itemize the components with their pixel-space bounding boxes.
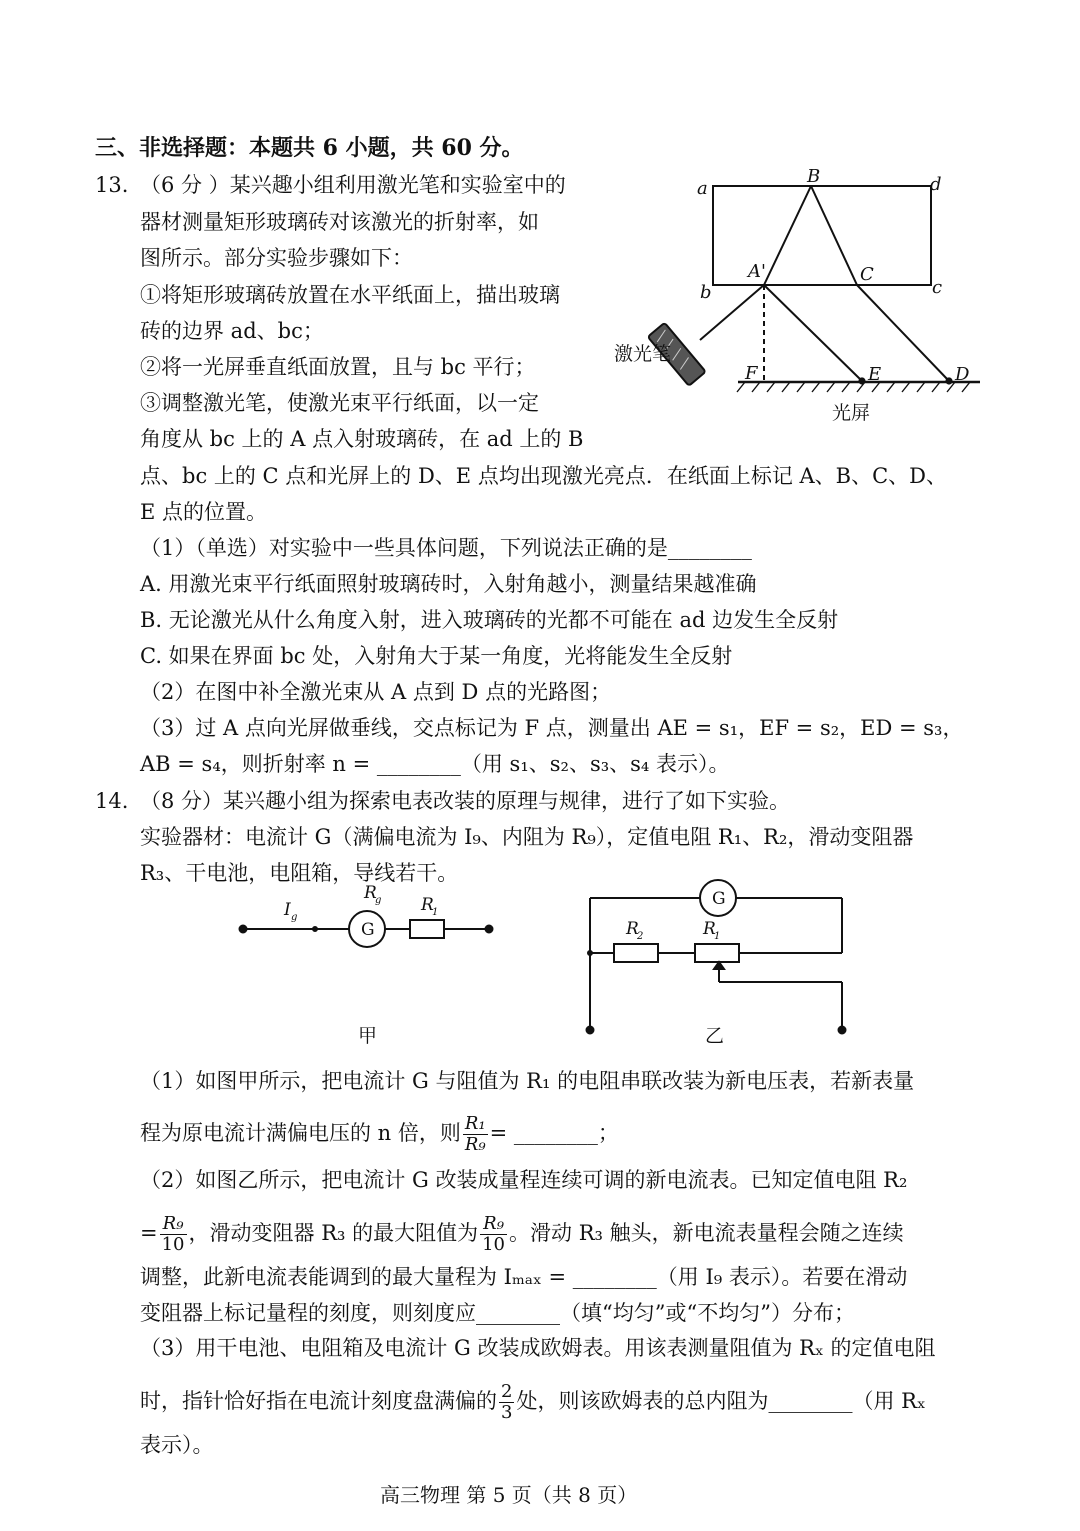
label-i: I [284,900,291,920]
fraction-numerator: R₉ [160,1214,187,1235]
q14-number: 14. [95,789,129,813]
q13-option-c: C. 如果在界面 bc 处，入射角大于某一角度，光将能发生全反射 [140,644,733,668]
fraction-numerator: 2 [501,1381,513,1402]
q13-subquestion-3-cont: AB = s₄，则折射率 n = ________（用 s₁、s₂、s₃、s₄ 表示）。 [140,752,730,776]
q14-part-1: （1）如图甲所示，把电流计 G 与阻值为 R₁ 的电阻串联改装为新电压表，若新表量 [140,1069,915,1093]
section-title: 三、非选择题：本题共 6 小题，共 60 分。 [95,135,524,161]
label-r1-subscript: 1 [432,907,439,918]
q14-part-2-scale: 变阻器上标记量程的刻度，则刻度应________（填“均匀”或“不均匀”）分布； [140,1301,855,1325]
label-r2-subscript: 2 [637,931,644,942]
q14-equipment-cont: R₃、干电池，电阻箱，导线若干。 [140,861,459,885]
circuit-jia-labels [283,883,438,1047]
q13-option-a: A. 用激光束平行纸面照射玻璃砖时，入射角越小，测量结果越准确 [140,572,757,596]
q13-line: 砖的边界 ad、bc； [140,319,324,343]
point-d [946,378,951,383]
q14-intro: （8 分）某兴趣小组为探索电表改装的原理与规律，进行了如下实验。 [140,789,791,813]
q13-line: 点、bc 上的 C 点和光屏上的 D、E 点均出现激光亮点．在纸面上标记 A、B、C、D、 [140,464,947,488]
q13-subquestion-3: （3）过 A 点向光屏做垂线，交点标记为 F 点，测量出 AE = s₁，EF = s₂，ED = s₃， [140,716,964,740]
screen-hatching [737,382,970,392]
label-i-subscript: g [291,912,298,923]
ray-a-to-e [764,285,862,381]
label-b-point: B [807,166,821,187]
label-g: G [361,920,375,940]
q13-line: ③调整激光笔，使激光束平行纸面，以一定 [140,391,539,415]
label-r2: R [626,919,639,939]
q14-part-1-blank: = ________； [489,1121,619,1145]
fraction-denominator: 3 [501,1402,513,1423]
ray-a-to-b [764,186,811,285]
label-b-corner: b [700,282,712,303]
q13-option-b: B. 无论激光从什么角度入射，进入玻璃砖的光都不可能在 ad 边发生全反射 [140,608,839,632]
label-light-screen: 光屏 [832,402,871,424]
q14-part-3-end: 表示）。 [140,1433,214,1457]
label-c-point: C [860,264,874,285]
caption-jia: 甲 [358,1025,378,1047]
q13-line: 角度从 bc 上的 A 点入射玻璃砖，在 ad 上的 B [140,427,584,451]
q13-line: 器材测量矩形玻璃砖对该激光的折射率，如 [140,210,539,234]
fraction-denominator: R₉ [464,1134,486,1155]
label-f-point: F [745,363,758,384]
label-r1: R [703,919,716,939]
q13-number: 13. [95,173,129,197]
q14-part-3: （3）用干电池、电阻箱及电流计 G 改装成欧姆表。用该表测量阻值为 Rₓ 的定值电阻 [140,1336,936,1360]
fraction-numerator: R₁ [464,1113,486,1134]
label-c-corner: c [932,277,943,298]
q13-line: E 点的位置。 [140,500,268,524]
q14-part-3-text: 时，指针恰好指在电流计刻度盘满偏的 [140,1389,497,1413]
q13-line: 图所示。部分实验步骤如下： [140,246,413,270]
terminal [486,926,493,933]
q14-part-2-text: 。滑动 R₃ 触头，新电流表量程会随之连续 [509,1221,904,1245]
slider-arrow [714,962,724,969]
label-r1-subscript: 1 [714,931,721,942]
caption-yi: 乙 [705,1025,725,1047]
q14-part-3-text: 处，则该欧姆表的总内阻为________（用 Rₓ [516,1389,926,1413]
fraction-denominator: 10 [161,1234,185,1255]
label-a: a [697,178,708,199]
q14-equipment: 实验器材：电流计 G（满偏电流为 I₉、内阻为 R₉），定值电阻 R₁、R₂，滑动变阻器 [140,825,914,849]
glass-brick [713,186,931,285]
q13-line: ①将矩形玻璃砖放置在水平纸面上，描出玻璃 [140,283,560,307]
label-a-point: A' [748,261,766,282]
terminal [240,926,247,933]
label-e-point: E [868,364,882,385]
q13-subquestion-1: （1）（单选）对实验中一些具体问题，下列说法正确的是________ [140,536,752,560]
label-r1: R [421,895,434,915]
label-g: G [712,889,726,909]
label-d-corner: d [930,174,942,195]
label-laser-pen: 激光笔 [614,343,672,365]
q14-part-2: （2）如图乙所示，把电流计 G 改装成量程连续可调的新电流表。已知定值电阻 R₂ [140,1168,908,1192]
page-footer: 高三物理 第 5 页（共 8 页） [380,1483,638,1507]
fraction-denominator: 10 [482,1234,506,1255]
terminal [839,1027,846,1034]
junction-dot [313,927,317,931]
point-e [859,378,864,383]
fraction-numerator: R₉ [480,1214,507,1235]
q14-part-2-max-range: 调整，此新电流表能调到的最大量程为 Iₘₐₓ = ________（用 I₉ 表示）。若要在滑动 [140,1265,908,1289]
terminal [587,1027,594,1034]
q14-part-1-text: 程为原电流计满偏电压的 n 倍，则 [140,1121,461,1145]
q14-part-2-text: ，滑动变阻器 R₃ 的最大阻值为 [188,1221,479,1245]
refraction-figure [648,186,980,392]
q13-line: ②将一光屏垂直纸面放置，且与 bc 平行； [140,355,536,379]
resistor-r2 [614,944,658,962]
q13-line: （6 分 ）某兴趣小组利用激光笔和实验室中的 [140,173,566,197]
rheostat-r3 [695,944,739,962]
junction-dot [588,951,592,955]
ray-b-to-c [811,186,857,285]
resistor-r1 [410,920,444,938]
label-rg: R [364,883,377,903]
circuit-yi-labels [625,889,726,1047]
label-rg-subscript: g [375,895,382,906]
label-d-point: D [955,364,970,385]
equals-sign: = [140,1221,158,1245]
q13-subquestion-2: （2）在图中补全激光束从 A 点到 D 点的光路图； [140,680,612,704]
